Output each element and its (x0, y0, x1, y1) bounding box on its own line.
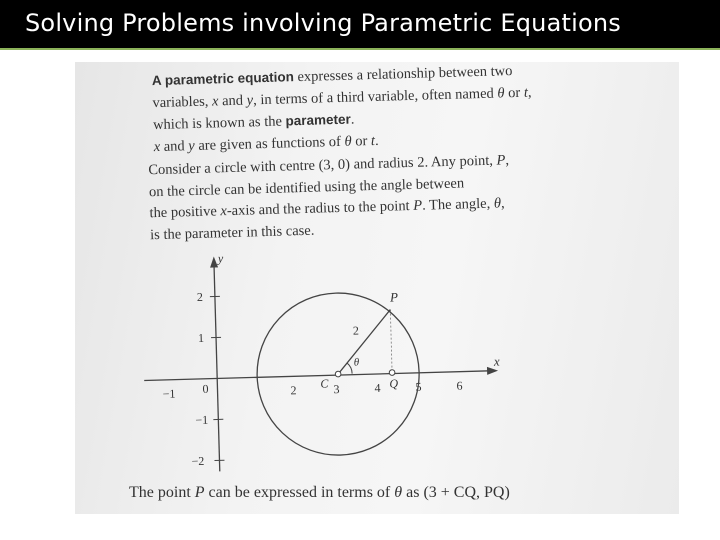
y-tick-label-1: 1 (197, 330, 205, 345)
radius-line (336, 310, 392, 374)
example-line-3: the positive x-axis and the radius to the point P. The angle, θ, (149, 195, 505, 222)
textbook-photo (75, 62, 679, 514)
x-tick-label-6: 6 (456, 378, 463, 393)
title-accent-line (0, 48, 720, 50)
circle-diagram (75, 62, 679, 514)
y-axis (214, 260, 220, 471)
example-line-4: is the parameter in this case. (149, 222, 315, 243)
textbook-page (75, 62, 679, 514)
y-tick-label-2: 2 (196, 289, 204, 304)
point-c-label: C (320, 376, 329, 391)
definition-line-3: which is known as the parameter. (152, 111, 355, 134)
angle-theta-label: θ (353, 356, 360, 369)
slide-title-bar (0, 0, 720, 48)
angle-arc (347, 363, 352, 374)
point-q-label: Q (389, 376, 399, 391)
example-line-1: Consider a circle with centre (3, 0) and radius 2. Any point, P, (148, 152, 510, 179)
definition-line-4: x and y are given as functions of θ or t. (153, 132, 379, 155)
y-axis-label: y (217, 251, 224, 266)
dropped-perpendicular (390, 310, 392, 374)
term-parameter: parameter (285, 111, 352, 129)
x-tick-label-5: 5 (415, 379, 422, 394)
centre-point-c (335, 371, 341, 377)
example-line-2: on the circle can be identified using the angle between (148, 174, 465, 200)
x-axis-label: x (493, 353, 500, 369)
x-tick-label-0: 0 (202, 381, 209, 396)
x-tick-label-3: 3 (333, 382, 340, 397)
x-axis (144, 371, 490, 381)
slide-title: Solving Problems involving Parametric Equations (25, 9, 621, 37)
x-tick-label-neg1: −1 (162, 386, 176, 401)
radius-label: 2 (352, 323, 360, 338)
term-parametric-equation: A parametric equation (151, 69, 295, 89)
foot-point-q (389, 370, 395, 376)
y-tick-label-neg2: −2 (191, 453, 205, 469)
point-p-label: P (389, 289, 399, 305)
definition-line-1: A parametric equation expresses a relationship between two (151, 63, 513, 89)
x-tick-label-2: 2 (290, 383, 297, 398)
bottom-statement: The point P can be expressed in terms of θ as (3 + CQ, PQ) (129, 484, 510, 501)
x-tick-label-4: 4 (374, 380, 381, 396)
y-axis-arrow (210, 256, 218, 267)
definition-line-2: variables, x and y, in terms of a third variable, often named θ or t, (152, 84, 532, 111)
y-tick-label-neg1: −1 (195, 412, 209, 428)
